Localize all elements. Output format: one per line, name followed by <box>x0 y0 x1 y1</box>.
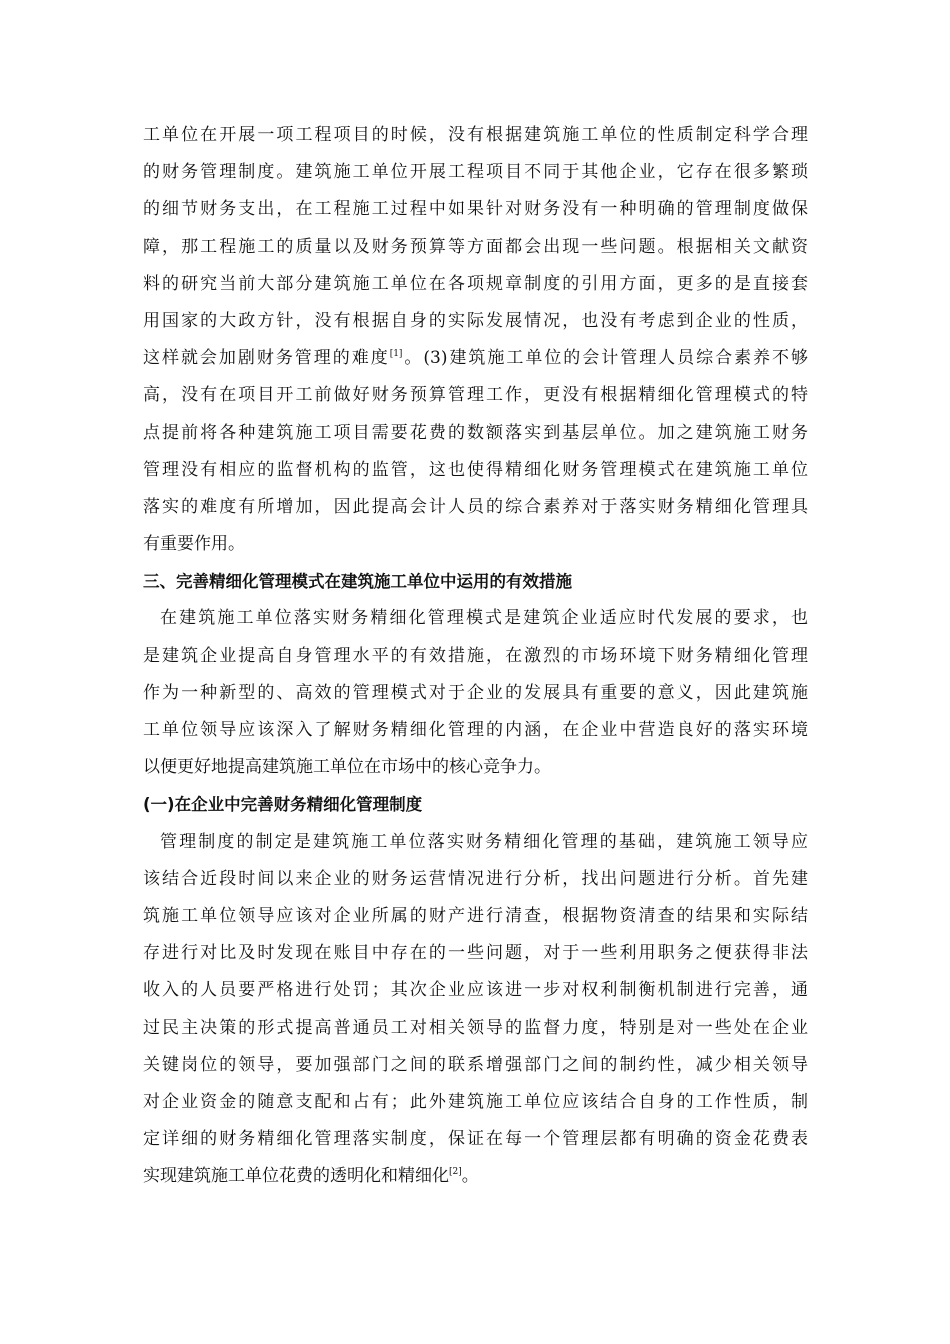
text-line: 以便更好地提高建筑施工单位在市场中的核心竞争力。 <box>143 757 551 778</box>
text-line: 用国家的大政方针，没有根据自身的实际发展情况，也没有考虑到企业的性质， <box>143 310 808 331</box>
text-line: 工单位领导应该深入了解财务精细化管理的内涵，在企业中营造良好的落实环境 <box>143 720 808 740</box>
text-segment: 这样就会加剧财务管理的难度 <box>143 348 390 369</box>
text-segment: 。(3)建筑施工单位的会计管理人员综合素养不够 <box>402 348 808 369</box>
text-line: 对企业资金的随意支配和占有；此外建筑施工单位应该结合自身的工作性质，制 <box>143 1091 808 1112</box>
text-line: 收入的人员要严格进行处罚；其次企业应该进一步对权利制衡机制进行完善，通 <box>143 980 808 1001</box>
text-line: 的财务管理制度。建筑施工单位开展工程项目不同于其他企业，它存在很多繁琐 <box>143 162 808 183</box>
text-line: 该结合近段时间以来企业的财务运营情况进行分析，找出问题进行分析。首先建 <box>143 868 808 889</box>
text-line: 有重要作用。 <box>143 534 245 555</box>
text-line: 管理没有相应的监督机构的监管，这也使得精细化财务管理模式在建筑施工单位 <box>143 459 808 480</box>
citation-ref: [1] <box>389 349 403 360</box>
document-body <box>143 117 808 1195</box>
text-line: 点提前将各种建筑施工项目需要花费的数额落实到基层单位。加之建筑施工财务 <box>143 422 808 443</box>
text-line: 存进行对比及时发现在账目中存在的一些问题，对于一些利用职务之便获得非法 <box>143 943 808 964</box>
text-line: 是建筑企业提高自身管理水平的有效措施，在激烈的市场环境下财务精细化管理 <box>143 645 808 666</box>
text-line: 管理制度的制定是建筑施工单位落实财务精细化管理的基础，建筑施工领导应 <box>160 831 808 852</box>
text-segment: 实现建筑施工单位花费的透明化和精细化 <box>143 1166 449 1187</box>
text-line: 障，那工程施工的质量以及财务预算等方面都会出现一些问题。根据相关文献资 <box>143 236 808 257</box>
text-line: 关键岗位的领导，要加强部门之间的联系增强部门之间的制约性，减少相关领导 <box>143 1054 808 1075</box>
text-line: 在建筑施工单位落实财务精细化管理模式是建筑企业适应时代发展的要求，也 <box>160 608 808 629</box>
text-line-with-citation <box>143 340 808 377</box>
text-line: 料的研究当前大部分建筑施工单位在各项规章制度的引用方面，更多的是直接套 <box>143 273 808 294</box>
text-line-with-citation <box>143 1158 808 1195</box>
text-line: 工单位在开展一项工程项目的时候，没有根据建筑施工单位的性质制定科学合理 <box>143 125 808 145</box>
text-line: 高，没有在项目开工前做好财务预算管理工作，更没有根据精细化管理模式的特 <box>143 385 808 406</box>
text-line: 过民主决策的形式提高普通员工对相关领导的监督力度，特别是对一些处在企业 <box>143 1017 808 1038</box>
text-line: 定详细的财务精细化管理落实制度，保证在每一个管理层都有明确的资金花费表 <box>143 1129 808 1150</box>
text-line: 筑施工单位领导应该对企业所属的财产进行清查，根据物资清查的结果和实际结 <box>143 905 808 926</box>
text-segment: 。 <box>461 1166 479 1187</box>
section-heading: 三、完善精细化管理模式在建筑施工单位中运用的有效措施 <box>143 572 572 592</box>
subsection-heading: (一)在企业中完善财务精细化管理制度 <box>143 795 423 815</box>
text-line: 落实的难度有所增加，因此提高会计人员的综合素养对于落实财务精细化管理具 <box>143 496 808 517</box>
citation-ref: [2] <box>449 1167 462 1178</box>
text-line: 作为一种新型的、高效的管理模式对于企业的发展具有重要的意义，因此建筑施 <box>143 682 808 703</box>
text-line: 的细节财务支出，在工程施工过程中如果针对财务没有一种明确的管理制度做保 <box>143 199 808 220</box>
